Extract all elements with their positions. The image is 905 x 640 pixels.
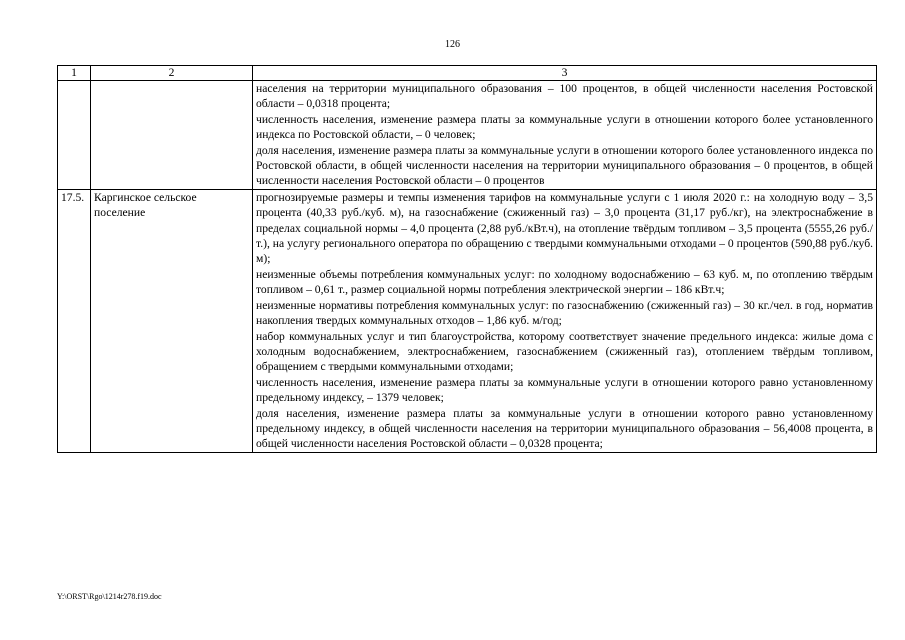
row-number: 17.5. bbox=[58, 189, 91, 452]
document-table bbox=[57, 65, 877, 453]
column-header-3: 3 bbox=[253, 66, 877, 81]
table-row-continuation bbox=[58, 81, 877, 190]
content-paragraph: населения на территории муниципального образования – 100 процентов, в общей численности населения Ростовской области – 0,0318 процента; bbox=[256, 82, 873, 111]
row-name-cell-empty bbox=[91, 81, 253, 190]
content-paragraph: численность населения, изменение размера платы за коммунальные услуги в отношении которого равно установленному предельному индексу, – 1379 человек; bbox=[256, 375, 873, 405]
content-paragraph: доля населения, изменение размера платы за коммунальные услуги в отношении которого равно установленному предельному индексу, в общей численности населения на территории муниципального образования – 56,4008 процента, в общей численности населения Ростовской области – 0,0328 процента; bbox=[256, 406, 873, 451]
footer-file-path: Y:\ORST\Rgo\1214r278.f19.doc bbox=[57, 592, 162, 601]
page-number: 126 bbox=[445, 39, 460, 50]
content-paragraph: неизменные объемы потребления коммунальных услуг: по холодному водоснабжению – 63 куб. м, по отоплению твёрдым топливом – 0,61 т., размер социальной нормы потребления электрической энергии – 186 кВт.ч; bbox=[256, 267, 873, 297]
column-header-2: 2 bbox=[91, 66, 253, 81]
row-content-cell bbox=[253, 81, 877, 190]
content-paragraph: прогнозируемые размеры и темпы изменения тарифов на коммунальные услуги с 1 июля 2020 г.: на холодную воду – 3,5 процента (40,33 руб./куб. м), на газоснабжение (сжиженный газ) – 3,0 процента (31,17 руб./кг), на электроснабжение в пределах социальной нормы – 4,0 процента (2,88 руб./кВт.ч), на отопление твёрдым топливом – 3,5 процента (5555,26 руб./т.), на услугу регионального оператора по обращению с твердыми коммунальными отходами – 0 процентов (590,88 руб./куб. м); bbox=[256, 190, 873, 266]
table-header-row bbox=[58, 66, 877, 81]
row-number-cell-empty bbox=[58, 81, 91, 190]
table-row-17-5 bbox=[58, 189, 877, 452]
row-settlement-name: Каргинское сельское поселение bbox=[91, 189, 253, 452]
content-paragraph: неизменные нормативы потребления коммунальных услуг: по газоснабжению (сжиженный газ) – 30 кг./чел. в год, норматив накопления твердых коммунальных отходов – 1,86 куб. м/год; bbox=[256, 298, 873, 328]
content-paragraph: набор коммунальных услуг и тип благоустройства, которому соответствует значение предельного индекса: жилые дома с холодным водоснабжением, электроснабжением, газоснабжением (сжиженный газ), отоплением твёрдым топливом, обращением с твердыми коммунальными отходами; bbox=[256, 329, 873, 374]
column-header-1: 1 bbox=[58, 66, 91, 81]
content-paragraph: численность населения, изменение размера платы за коммунальные услуги в отношении которого более установленного индекса по Ростовской области, – 0 человек; bbox=[256, 112, 873, 142]
row-content-cell bbox=[253, 189, 877, 452]
content-paragraph: доля населения, изменение размера платы за коммунальные услуги в отношении которого более установленного индекса по Ростовской области, в общей численности населения на территории муниципального образования – 0 процентов, в общей численности населения Ростовской области – 0 процентов bbox=[256, 143, 873, 188]
